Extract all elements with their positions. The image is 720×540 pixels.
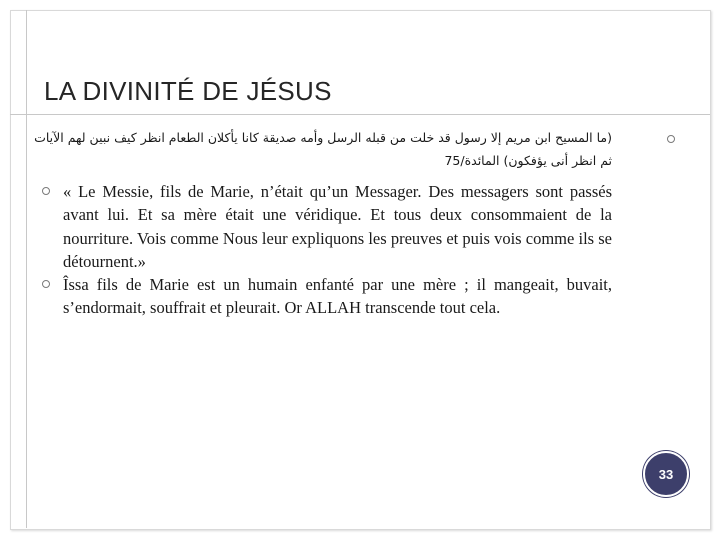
bullet-ring-icon [667,135,675,143]
bullet-translation: « Le Messie, fils de Marie, n’était qu’un Messager. Des messagers sont passés avant lui. Et sa mère était une véridique. Et tous deux consommaient de la nourriture. Vois comme Nous leur expliquons les preuves et puis vois comme ils se détournent.» [63,182,612,271]
arabic-verse-line: ثم انظر أنى يؤفكون) المائدة/75 [444,153,612,168]
bullet-ring-icon [42,187,50,195]
page-number-badge: 33 [643,451,689,497]
bullet-explanation: Îssa fils de Marie est un humain enfanté par une mère ; il mangeait, buvait, s’endormait, souffrait et pleurait. Or ALLAH transcende tout cela. [63,275,612,318]
slide-title: LA DIVINITÉ DE JÉSUS [44,76,332,106]
title-divider [10,114,710,115]
bullet-arabic-verse [32,126,612,172]
left-border-rule [26,10,27,528]
bullet-ring-icon [42,280,50,288]
arabic-verse-line: (ما المسيح ابن مريم إلا رسول قد خلت من قبله الرسل وأمه صديقة كانا يأكلان الطعام انظر كيف نبين لهم الآيات [34,130,612,145]
